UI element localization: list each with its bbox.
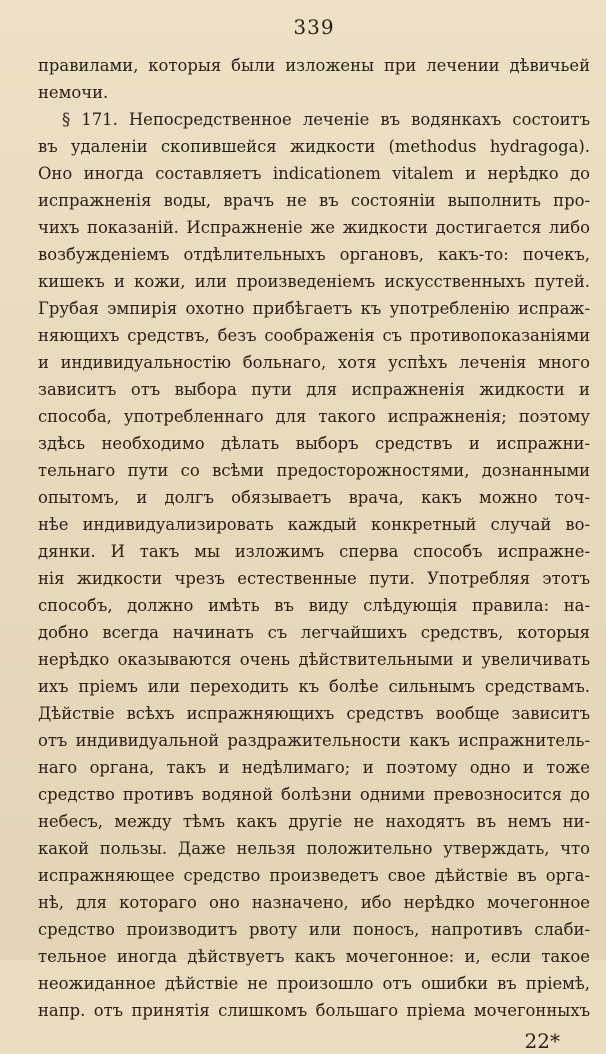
text-line: напр. отъ принятія слишкомъ большаго пріема мочегонныхъ [38, 1001, 590, 1020]
text-line: здѣсь необходимо дѣлать выборъ средствъ и испражни- [38, 434, 590, 453]
page-number: 339 [293, 15, 335, 39]
text-line: и индивидуальностію больнаго, хотя успѣхъ леченія много [38, 353, 590, 372]
text-line: въ удаленіи скопившейся жидкости (methodus hydragoga). [38, 137, 590, 156]
text-line: Грубая эмпирія охотно прибѣгаетъ къ употребленію испраж- [38, 299, 590, 318]
text-line: тельнаго пути со всѣми предосторожностями, дознанными [38, 461, 590, 480]
text-line: способъ, должно имѣть въ виду слѣдующія правила: на- [38, 596, 590, 615]
signature-mark: 22* [524, 1029, 560, 1053]
text-line: ихъ пріемъ или переходить къ болѣе сильнымъ средствамъ. [38, 677, 590, 696]
text-line: средство производитъ рвоту или поносъ, напротивъ слаби- [38, 920, 590, 939]
text-line: § 171. Непосредственное леченіе въ водянкахъ состоитъ [62, 110, 590, 129]
text-line: отъ индивидуальной раздражительности какъ испражнитель- [38, 731, 590, 750]
text-line: какой пользы. Даже нельзя положительно утверждать, что [38, 839, 590, 858]
text-line: возбужденіемъ отдѣлительныхъ органовъ, какъ-то: почекъ, [38, 245, 590, 264]
text-line: тельное иногда дѣйствуетъ какъ мочегонное: и, если такое [38, 947, 590, 966]
text-line: няющихъ средствъ, безъ соображенія съ противопоказаніями [38, 326, 590, 345]
text-line: чихъ показаній. Испражненіе же жидкости достигается либо [38, 218, 590, 237]
text-line: неожиданное дѣйствіе не произошло отъ ошибки въ пріемѣ, [38, 974, 590, 993]
text-line: кишекъ и кожи, или произведеніемъ искусственныхъ путей. [38, 272, 590, 291]
text-line: наго органа, такъ и недѣлимаго; и поэтому одно и тоже [38, 758, 590, 777]
text-line: нѣ, для котораго оно назначено, ибо нерѣдко мочегонное [38, 893, 590, 912]
text-line: нерѣдко оказываются очень дѣйствительными и увеличивать [38, 650, 590, 669]
text-line: нія жидкости чрезъ естественные пути. Употребляя этотъ [38, 569, 590, 588]
body-text [38, 52, 590, 1024]
text-line: добно всегда начинать съ легчайшихъ средствъ, которыя [38, 623, 590, 642]
text-line: правилами, которыя были изложены при лечении дѣвичьей [38, 56, 590, 75]
text-line: дянки. И такъ мы изложимъ сперва способъ испражне- [38, 542, 590, 561]
text-line: способа, употребленнаго для такого испражненія; поэтому [38, 407, 590, 426]
text-line: испражняющее средство произведетъ свое дѣйствіе въ орга- [38, 866, 590, 885]
text-line: Оно иногда составляетъ indicationem vitalem и нерѣдко до [38, 164, 590, 183]
text-line: Дѣйствіе всѣхъ испражняющихъ средствъ вообще зависитъ [38, 704, 590, 723]
text-line: средство противъ водяной болѣзни одними превозносится до [38, 785, 590, 804]
text-line: нѣе индивидуализировать каждый конкретный случай во- [38, 515, 590, 534]
text-line: зависитъ отъ выбора пути для испражненія жидкости и [38, 380, 590, 399]
text-line: опытомъ, и долгъ обязываетъ врача, какъ можно точ- [38, 488, 590, 507]
text-line: небесъ, между тѣмъ какъ другіе не находятъ въ немъ ни- [38, 812, 590, 831]
text-line: немочи. [38, 83, 109, 102]
text-line: испражненія воды, врачъ не въ состояніи выполнить про- [38, 191, 590, 210]
